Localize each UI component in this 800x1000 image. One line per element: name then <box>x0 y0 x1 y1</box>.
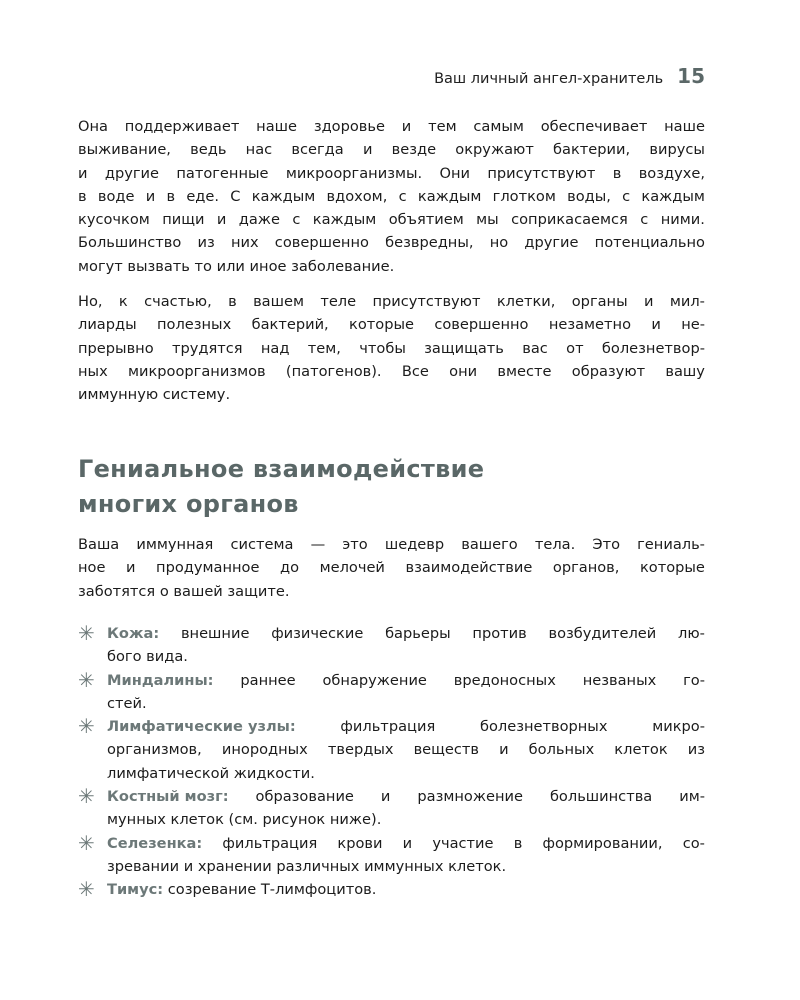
paragraph-2 <box>78 290 705 406</box>
text-line: заботятся о вашей защите. <box>78 582 290 600</box>
text-line: в воде и в еде. С каждым вдохом, с каждым глотком воды, с каждым <box>78 187 705 205</box>
text-line: ное и продуманное до мелочей взаимодействие органов, которые <box>78 559 705 577</box>
text-line: Ваша иммунная система — это шедевр вашего тела. Это гениаль- <box>78 536 705 553</box>
text-line: лимфатической жидкости. <box>107 764 315 782</box>
text-line: Лимфатические узлы: фильтрация болезнетворных микро- <box>107 715 705 738</box>
text-line: Кожа: внешние физические барьеры против возбудителей лю- <box>107 622 705 645</box>
list-item <box>78 669 705 716</box>
text-line: Миндалины: раннее обнаружение вредоносных незваных го- <box>107 669 705 692</box>
section-heading-line-1: Гениальное взаимодействие <box>78 455 485 483</box>
list-item-label: Миндалины: <box>107 671 214 689</box>
list-item-label: Костный мозг: <box>107 788 229 806</box>
list-item <box>78 832 705 879</box>
text-line: Большинство из них совершенно безвредны, но другие потенциально <box>78 234 705 252</box>
asterisk-bullet-icon: ✳ <box>78 830 95 855</box>
asterisk-bullet-icon: ✳ <box>78 667 95 692</box>
organ-list <box>78 622 705 902</box>
asterisk-bullet-icon: ✳ <box>78 621 95 645</box>
list-item-label: Лимфатические узлы: <box>107 718 296 736</box>
text-line: ных микроорганизмов (патогенов). Все они вместе образуют вашу <box>78 362 705 380</box>
list-item-label: Кожа: <box>107 625 160 642</box>
text-line: мунных клеток (см. рисунок ниже). <box>107 811 382 829</box>
asterisk-bullet-icon: ✳ <box>78 784 95 809</box>
list-item-label: Селезенка: <box>107 834 203 852</box>
paragraph-3 <box>78 533 705 603</box>
text-line: Она поддерживает наше здоровье и тем самым обеспечивает наше <box>78 118 705 135</box>
section-heading <box>78 452 484 522</box>
text-line: организмов, инородных твердых веществ и больных клеток из <box>107 741 705 759</box>
text-line: кусочком пищи и даже с каждым объятием мы соприкасаемся с ними. <box>78 211 705 229</box>
list-item <box>78 622 705 669</box>
text-line: бого вида. <box>107 648 188 666</box>
text-line: выживание, ведь нас всегда и везде окружают бактерии, вирусы <box>78 141 705 159</box>
paragraph-1 <box>78 115 705 278</box>
text-line: могут вызвать то или иное заболевание. <box>78 257 395 275</box>
text-line: прерывно трудятся над тем, чтобы защищать вас от болезнетвор- <box>78 339 705 357</box>
asterisk-bullet-icon: ✳ <box>78 714 95 739</box>
text-line: иммунную систему. <box>78 386 231 404</box>
list-item <box>78 715 705 785</box>
text-line: Но, к счастью, в вашем теле присутствуют клетки, органы и мил- <box>78 293 705 310</box>
list-item-label: Тимус: <box>107 881 164 899</box>
running-header <box>434 64 705 88</box>
text-line: Тимус: созревание Т-лимфоцитов. <box>107 878 705 901</box>
text-line: зревании и хранении различных иммунных клеток. <box>107 857 507 875</box>
text-line: Костный мозг: образование и размножение большинства им- <box>107 785 705 808</box>
running-title: Ваш личный ангел-хранитель <box>434 71 664 87</box>
asterisk-bullet-icon: ✳ <box>78 877 95 902</box>
section-heading-line-2: многих органов <box>78 490 299 518</box>
page-number: 15 <box>677 64 705 88</box>
text-line: стей. <box>107 694 147 712</box>
list-item <box>78 785 705 832</box>
text-line: лиарды полезных бактерий, которые совершенно незаметно и не- <box>78 316 705 334</box>
text-line: и другие патогенные микроорганизмы. Они присутствуют в воздухе, <box>78 164 705 182</box>
text-line: Селезенка: фильтрация крови и участие в формировании, со- <box>107 832 705 855</box>
list-item <box>78 878 705 901</box>
